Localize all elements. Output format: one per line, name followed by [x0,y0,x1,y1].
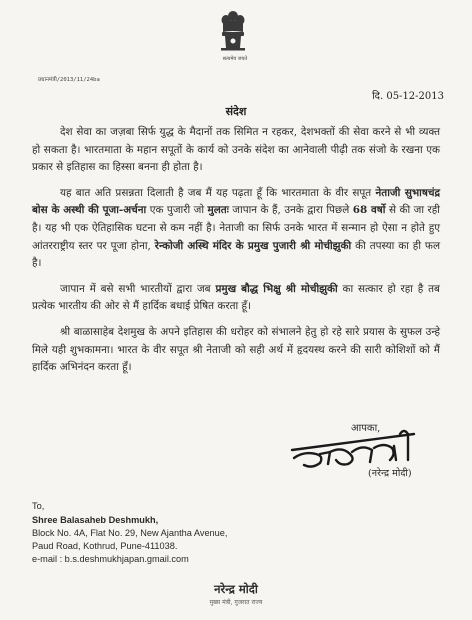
letter-body [32,124,440,385]
closing-salutation: आपका, [351,423,381,434]
highlight-text: प्रमुख बौद्ध भिक्षु श्री मोचीझुकी [215,282,338,295]
footer-title: मुख्य मंत्री, गुजरात राज्य [209,599,263,606]
paragraph-text: जापान के हैं, उनके द्वारा पिछले [228,204,353,217]
national-emblem-icon [216,8,250,54]
highlight-text: नेताजी सुभाषचंद्र बोस के अस्थी की पूजा-अर्चना [32,186,440,217]
highlight-text: रेन्कोजी अस्थि मंदिर के प्रमुख पुजारी श्री मोचीझुकी [154,239,352,252]
letter-subject: संदेश [225,105,247,118]
paragraph-text: का सत्कार हो रहा है तब प्रत्येक भारतीय की ओर से मैं हार्दिक बधाई प्रेषित करता हूँ। [32,282,440,313]
recipient-address [32,500,227,566]
paragraph-text: देश सेवा का जज़बा सिर्फ युद्ध के मैदानों तक सिमित न रहकर, देशभक्तों की सेवा करने से भी व्यक्त हो सकता है। भारतमाता के महान सपूतों के कार्य को उनके संदेश का आनेवाली पीढ़ी तक संजो के रखना एक प्रकार से इतिहास का हिस्सा बनना ही होता है। [32,126,440,174]
reference-number: प्रधानमंत्री/2013/11/24ba [38,77,100,83]
recipient-email: e-mail : b.s.deshmukhjapan.gmail.com [32,554,189,564]
footer-name: नरेन्द्र मोदी [214,582,258,596]
paragraph-text: जापान में बसे सभी भारतीयों द्वारा जब [60,282,216,295]
signatory-name: (नरेन्द्र मोदी) [368,468,412,479]
paragraph-2 [32,185,440,273]
paragraph-text: से की जा रही है। यह भी एक ऐतिहासिक घटना से कम नहीं है। नेताजी का सिर्फ उनके भारत में सन्मान हो ऐसा न होते हुए आंतरराष्ट्रीय स्तर पर पूजा होना, [32,204,440,252]
paragraph-text: एक पुजारी जो [146,204,208,217]
emblem-caption: सत्यमेव जयते [222,56,248,62]
highlight-text: मुलतः [207,204,229,217]
address-to: To, [32,501,45,511]
paragraph-text: की तपस्या का ही फल है। [32,239,440,270]
paragraph-text: यह बात अति प्रसन्नता दिलाती है जब मैं यह पढ़ता हूँ कि भारतमाता के वीर सपूत [60,186,376,199]
recipient-name: Shree Balasaheb Deshmukh, [32,515,159,525]
paragraph-1 [32,124,440,177]
address-line-2: Paud Road, Kothrud, Pune-411038. [32,541,178,551]
paragraph-3 [32,281,440,316]
address-line-1: Block No. 4A, Flat No. 29, New Ajantha Avenue, [32,528,228,538]
highlight-text: 68 वर्षो [352,204,386,217]
letter-date: दि. 05-12-2013 [372,91,444,102]
paragraph-text: श्री बाळासाहेब देशमुख के अपने इतिहास की धरोहर को संभालने हेतु हो रहे सारे प्रयास के सुफल उन्हे मिले यही शुभकामना। भारत के वीर सपूत श्री नेताजी को सही अर्थ में हृदयस्थ करने की सारी कोशिशों को मैं हार्दिक अभिनंदन करता हूँ। [32,325,440,374]
paragraph-4 [32,324,440,377]
